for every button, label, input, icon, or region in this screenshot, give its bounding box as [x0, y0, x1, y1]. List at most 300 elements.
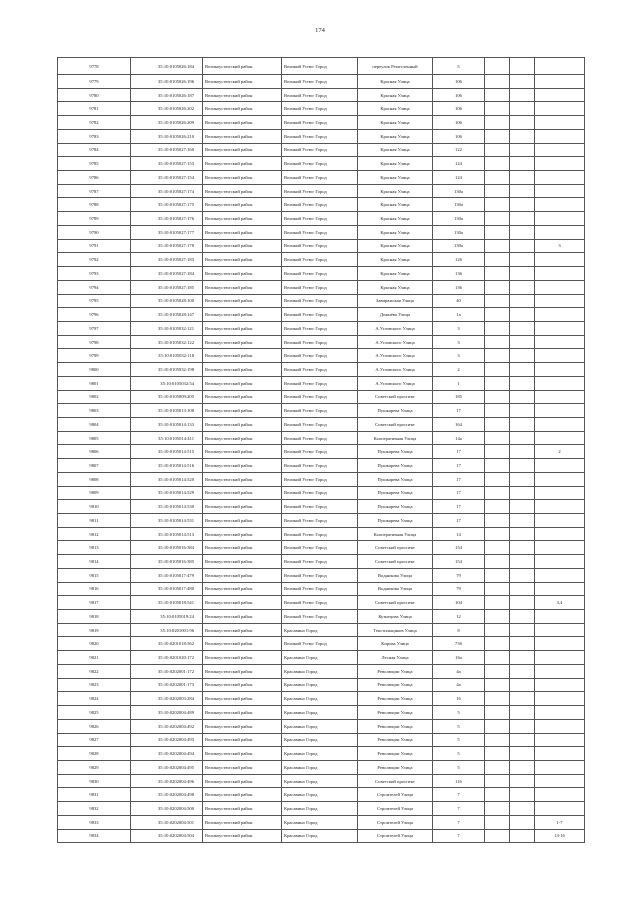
cadastral-number: 35:10:0105027:174: [131, 184, 203, 198]
district: Великоустюгский район: [203, 637, 282, 651]
row-number: 9834: [58, 829, 131, 843]
house-number: 40: [433, 294, 485, 308]
row-number: 9795: [58, 294, 131, 308]
page-number: 174: [315, 27, 325, 34]
house-number: 126: [433, 253, 485, 267]
street: Кооперативная Улица: [358, 527, 433, 541]
empty-cell: [485, 733, 510, 747]
locality: Великий Устюг Город: [282, 225, 358, 239]
note: [535, 802, 585, 816]
house-number: 7: [433, 802, 485, 816]
street: Революции Улица: [358, 692, 433, 706]
empty-cell: [485, 610, 510, 624]
note: [535, 184, 585, 198]
empty-cell: [485, 692, 510, 706]
table-row: [58, 788, 585, 802]
table-row: [58, 184, 585, 198]
house-number: 130а: [433, 198, 485, 212]
house-number: 106: [433, 75, 485, 89]
house-number: 8: [433, 623, 485, 637]
empty-cell: [510, 596, 535, 610]
district: Великоустюгский район: [203, 239, 282, 253]
district: Великоустюгский район: [203, 321, 282, 335]
note: [535, 308, 585, 322]
cadastral-number: 35:10:0202004:493: [131, 733, 203, 747]
cadastral-number: 35:10:0201001:96: [131, 623, 203, 637]
table-row: [58, 500, 585, 514]
street: Пушкарева Улица: [358, 404, 433, 418]
empty-cell: [485, 116, 510, 130]
district: Великоустюгский район: [203, 610, 282, 624]
table-row: [58, 582, 585, 596]
cadastral-number: 35:10:0202004:494: [131, 747, 203, 761]
row-number: 9816: [58, 582, 131, 596]
cadastral-number: 35:10:0105032:198: [131, 363, 203, 377]
house-number: 3: [433, 349, 485, 363]
district: Великоустюгский район: [203, 102, 282, 116]
cadastral-number: 35:10:0105027:177: [131, 225, 203, 239]
empty-cell: [485, 157, 510, 171]
street: Водникова Улица: [358, 582, 433, 596]
street: А.Угловского Улица: [358, 363, 433, 377]
district: Великоустюгский район: [203, 829, 282, 843]
empty-cell: [485, 651, 510, 665]
note: [535, 486, 585, 500]
locality: Великий Устюг Город: [282, 157, 358, 171]
cadastral-number: 35:10:0105032:118: [131, 349, 203, 363]
locality: Великий Устюг Город: [282, 527, 358, 541]
locality: Великий Устюг Город: [282, 58, 358, 75]
row-number: 9798: [58, 335, 131, 349]
note: [535, 514, 585, 528]
row-number: 9800: [58, 363, 131, 377]
empty-cell: [485, 75, 510, 89]
empty-cell: [510, 472, 535, 486]
cadastral-number: 35:10:0105013:108: [131, 404, 203, 418]
note: [535, 404, 585, 418]
house-number: 116: [433, 774, 485, 788]
empty-cell: [485, 171, 510, 185]
house-number: 7: [433, 815, 485, 829]
row-number: 9812: [58, 527, 131, 541]
empty-cell: [510, 294, 535, 308]
street: Революции Улица: [358, 706, 433, 720]
table-row: [58, 555, 585, 569]
table-row: [58, 157, 585, 171]
table-row: [58, 75, 585, 89]
street: Красная Улица: [358, 253, 433, 267]
note: [535, 253, 585, 267]
row-number: 9827: [58, 733, 131, 747]
cadastral-number: 35:10:0202003:284: [131, 692, 203, 706]
empty-cell: [485, 143, 510, 157]
empty-cell: [510, 390, 535, 404]
empty-cell: [510, 706, 535, 720]
empty-cell: [510, 225, 535, 239]
empty-cell: [485, 280, 510, 294]
empty-cell: [485, 514, 510, 528]
cadastral-number: 35:10:0105026:210: [131, 129, 203, 143]
cadastral-number: 35:10:0105017:480: [131, 582, 203, 596]
street: А.Угловского Улица: [358, 376, 433, 390]
cadastral-number: 35:10:0105027:183: [131, 253, 203, 267]
empty-cell: [485, 102, 510, 116]
locality: Красавино Город: [282, 623, 358, 637]
row-number: 9783: [58, 129, 131, 143]
district: Великоустюгский район: [203, 184, 282, 198]
empty-cell: [485, 568, 510, 582]
empty-cell: [510, 88, 535, 102]
empty-cell: [510, 610, 535, 624]
house-number: 106: [433, 129, 485, 143]
note: [535, 582, 585, 596]
row-number: 9782: [58, 116, 131, 130]
empty-cell: [485, 664, 510, 678]
empty-cell: [510, 815, 535, 829]
street: Строителей Улица: [358, 829, 433, 843]
empty-cell: [510, 788, 535, 802]
district: Великоустюгский район: [203, 404, 282, 418]
street: Красная Улица: [358, 184, 433, 198]
table-row: [58, 664, 585, 678]
district: Великоустюгский район: [203, 623, 282, 637]
note: [535, 198, 585, 212]
empty-cell: [485, 184, 510, 198]
note: [535, 102, 585, 116]
street: А.Угловского Улица: [358, 321, 433, 335]
locality: Великий Устюг Город: [282, 102, 358, 116]
table-row: [58, 349, 585, 363]
row-number: 9791: [58, 239, 131, 253]
locality: Великий Устюг Город: [282, 445, 358, 459]
locality: Красавино Город: [282, 651, 358, 665]
row-number: 9787: [58, 184, 131, 198]
table-row: [58, 692, 585, 706]
cadastral-number: 35:10:0105027:153: [131, 157, 203, 171]
row-number: 9819: [58, 623, 131, 637]
street: Революции Улица: [358, 678, 433, 692]
house-number: 136: [433, 280, 485, 294]
street: Кооперативная Улица: [358, 431, 433, 445]
cadastral-number: 35:10:0202004:504: [131, 829, 203, 843]
street: Лесная Улица: [358, 651, 433, 665]
district: Великоустюгский район: [203, 651, 282, 665]
row-number: 9805: [58, 431, 131, 445]
table-row: [58, 363, 585, 377]
cadastral-number: 35:10:0105032:121: [131, 321, 203, 335]
empty-cell: [485, 321, 510, 335]
table-row: [58, 760, 585, 774]
empty-cell: [510, 623, 535, 637]
table-row: [58, 212, 585, 226]
empty-cell: [485, 459, 510, 473]
district: Великоустюгский район: [203, 459, 282, 473]
locality: Великий Устюг Город: [282, 129, 358, 143]
locality: Великий Устюг Город: [282, 294, 358, 308]
row-number: 9813: [58, 541, 131, 555]
cadastral-number: 35:10:0105014:531: [131, 514, 203, 528]
cadastral-number: 35:10:0105027:175: [131, 198, 203, 212]
cadastral-number: 35:10:0202004:500: [131, 802, 203, 816]
locality: Великий Устюг Город: [282, 376, 358, 390]
table-row: [58, 280, 585, 294]
locality: Великий Устюг Город: [282, 637, 358, 651]
empty-cell: [510, 541, 535, 555]
row-number: 9832: [58, 802, 131, 816]
cadastral-number: 35:10:0201020:172: [131, 651, 203, 665]
house-number: 185: [433, 390, 485, 404]
empty-cell: [510, 335, 535, 349]
note: [535, 719, 585, 733]
house-number: 14а: [433, 431, 485, 445]
locality: Великий Устюг Город: [282, 184, 358, 198]
house-number: 73б: [433, 637, 485, 651]
table-row: [58, 116, 585, 130]
note: [535, 747, 585, 761]
empty-cell: [510, 486, 535, 500]
table-row: [58, 225, 585, 239]
table-row: [58, 376, 585, 390]
locality: Великий Устюг Город: [282, 582, 358, 596]
house-number: 130а: [433, 239, 485, 253]
table-row: [58, 637, 585, 651]
empty-cell: [510, 157, 535, 171]
registry-table: [57, 57, 585, 843]
house-number: 17: [433, 404, 485, 418]
table-row: [58, 321, 585, 335]
locality: Великий Устюг Город: [282, 596, 358, 610]
empty-cell: [510, 802, 535, 816]
empty-cell: [510, 664, 535, 678]
house-number: 16а: [433, 651, 485, 665]
note: [535, 225, 585, 239]
cadastral-number: 35:10:0105014:133: [131, 417, 203, 431]
row-number: 9799: [58, 349, 131, 363]
locality: Великий Устюг Город: [282, 363, 358, 377]
cadastral-number: 35:10:0201018:562: [131, 637, 203, 651]
row-number: 9831: [58, 788, 131, 802]
district: Великоустюгский район: [203, 733, 282, 747]
district: Великоустюгский район: [203, 363, 282, 377]
cadastral-number: 35:10:0105032:122: [131, 335, 203, 349]
street: Красная Улица: [358, 102, 433, 116]
row-number: 9826: [58, 719, 131, 733]
cadastral-number: 35:10:0202004:501: [131, 815, 203, 829]
locality: Великий Устюг Город: [282, 486, 358, 500]
house-number: 106: [433, 116, 485, 130]
district: Великоустюгский район: [203, 788, 282, 802]
note: [535, 157, 585, 171]
table-row: [58, 58, 585, 75]
table-row: [58, 651, 585, 665]
street: Текстильщиков Улица: [358, 623, 433, 637]
locality: Красавино Город: [282, 788, 358, 802]
empty-cell: [510, 637, 535, 651]
table-row: [58, 308, 585, 322]
note: [535, 212, 585, 226]
row-number: 9804: [58, 417, 131, 431]
street: Пушкарева Улица: [358, 514, 433, 528]
house-number: 3: [433, 335, 485, 349]
cadastral-number: 35:10:0105027:178: [131, 239, 203, 253]
street: Кузнецова Улица: [358, 610, 433, 624]
cadastral-number: 35:10:0105014:516: [131, 459, 203, 473]
street: Революции Улица: [358, 747, 433, 761]
note: [535, 678, 585, 692]
note: [535, 116, 585, 130]
note: 13-16: [535, 829, 585, 843]
locality: Великий Устюг Город: [282, 280, 358, 294]
district: Великоустюгский район: [203, 500, 282, 514]
house-number: 124: [433, 157, 485, 171]
locality: Красавино Город: [282, 664, 358, 678]
empty-cell: [510, 568, 535, 582]
street: Революции Улица: [358, 733, 433, 747]
table-row: [58, 623, 585, 637]
street: Строителей Улица: [358, 802, 433, 816]
empty-cell: [485, 500, 510, 514]
empty-cell: [510, 829, 535, 843]
locality: Великий Устюг Город: [282, 459, 358, 473]
street: Завиражская Улица: [358, 294, 433, 308]
empty-cell: [510, 129, 535, 143]
house-number: 122: [433, 143, 485, 157]
note: [535, 376, 585, 390]
street: Советский проспект: [358, 390, 433, 404]
district: Великоустюгский район: [203, 664, 282, 678]
locality: Великий Устюг Город: [282, 500, 358, 514]
house-number: 5: [433, 58, 485, 75]
empty-cell: [485, 349, 510, 363]
empty-cell: [510, 253, 535, 267]
table-row: [58, 417, 585, 431]
house-number: 17: [433, 500, 485, 514]
street: Красная Улица: [358, 157, 433, 171]
district: Великоустюгский район: [203, 747, 282, 761]
cadastral-number: 35:10:0105026:202: [131, 102, 203, 116]
locality: Великий Устюг Город: [282, 253, 358, 267]
row-number: 9796: [58, 308, 131, 322]
empty-cell: [510, 198, 535, 212]
table-row: [58, 486, 585, 500]
cadastral-number: 35:10:0202001:172: [131, 664, 203, 678]
note: [535, 335, 585, 349]
empty-cell: [485, 335, 510, 349]
empty-cell: [510, 719, 535, 733]
district: Великоустюгский район: [203, 541, 282, 555]
empty-cell: [510, 678, 535, 692]
locality: Красавино Город: [282, 719, 358, 733]
row-number: 9808: [58, 472, 131, 486]
empty-cell: [485, 212, 510, 226]
house-number: 7: [433, 788, 485, 802]
locality: Великий Устюг Город: [282, 335, 358, 349]
street: Советский проспект: [358, 774, 433, 788]
cadastral-number: 35:10:0105014:529: [131, 486, 203, 500]
table-row: [58, 143, 585, 157]
locality: Великий Устюг Город: [282, 239, 358, 253]
street: Революции Улица: [358, 719, 433, 733]
locality: Великий Устюг Город: [282, 431, 358, 445]
street: Революции Улица: [358, 664, 433, 678]
table-row: [58, 294, 585, 308]
empty-cell: [510, 184, 535, 198]
street: Советский проспект: [358, 541, 433, 555]
locality: Великий Устюг Город: [282, 390, 358, 404]
house-number: 16: [433, 692, 485, 706]
district: Великоустюгский район: [203, 116, 282, 130]
house-number: 124: [433, 171, 485, 185]
district: Великоустюгский район: [203, 527, 282, 541]
empty-cell: [485, 802, 510, 816]
cadastral-number: 35:10:0105016:385: [131, 555, 203, 569]
row-number: 9830: [58, 774, 131, 788]
note: [535, 129, 585, 143]
district: Великоустюгский район: [203, 692, 282, 706]
cadastral-number: 35:10:0105027:160: [131, 143, 203, 157]
empty-cell: [485, 431, 510, 445]
locality: Красавино Город: [282, 733, 358, 747]
district: Великоустюгский район: [203, 514, 282, 528]
locality: Великий Устюг Город: [282, 555, 358, 569]
note: [535, 651, 585, 665]
empty-cell: [510, 58, 535, 75]
note: 3: [535, 239, 585, 253]
empty-cell: [485, 417, 510, 431]
row-number: 9825: [58, 706, 131, 720]
row-number: 9781: [58, 102, 131, 116]
house-number: 17: [433, 486, 485, 500]
district: Великоустюгский район: [203, 143, 282, 157]
district: Великоустюгский район: [203, 596, 282, 610]
note: [535, 774, 585, 788]
empty-cell: [510, 445, 535, 459]
note: [535, 472, 585, 486]
house-number: 5: [433, 747, 485, 761]
empty-cell: [510, 171, 535, 185]
empty-cell: [510, 280, 535, 294]
house-number: 130а: [433, 225, 485, 239]
street: Строителей Улица: [358, 815, 433, 829]
district: Великоустюгский район: [203, 390, 282, 404]
district: Великоустюгский район: [203, 280, 282, 294]
cadastral-number: 35:10:0105027:185: [131, 280, 203, 294]
note: [535, 417, 585, 431]
house-number: 1а: [433, 308, 485, 322]
house-number: 79: [433, 568, 485, 582]
empty-cell: [510, 102, 535, 116]
row-number: 9829: [58, 760, 131, 774]
empty-cell: [510, 404, 535, 418]
cadastral-number: 35:10:0105018:541: [131, 596, 203, 610]
note: 1-7: [535, 815, 585, 829]
house-number: 14: [433, 527, 485, 541]
cadastral-number: 35:10:0105014:513: [131, 527, 203, 541]
table-row: [58, 404, 585, 418]
note: [535, 637, 585, 651]
street: Красная Улица: [358, 171, 433, 185]
empty-cell: [510, 349, 535, 363]
empty-cell: [510, 733, 535, 747]
empty-cell: [485, 472, 510, 486]
row-number: 9815: [58, 568, 131, 582]
row-number: 9792: [58, 253, 131, 267]
empty-cell: [485, 376, 510, 390]
locality: Красавино Город: [282, 678, 358, 692]
empty-cell: [510, 308, 535, 322]
cadastral-number: 35:10:0105026:209: [131, 116, 203, 130]
empty-cell: [510, 75, 535, 89]
